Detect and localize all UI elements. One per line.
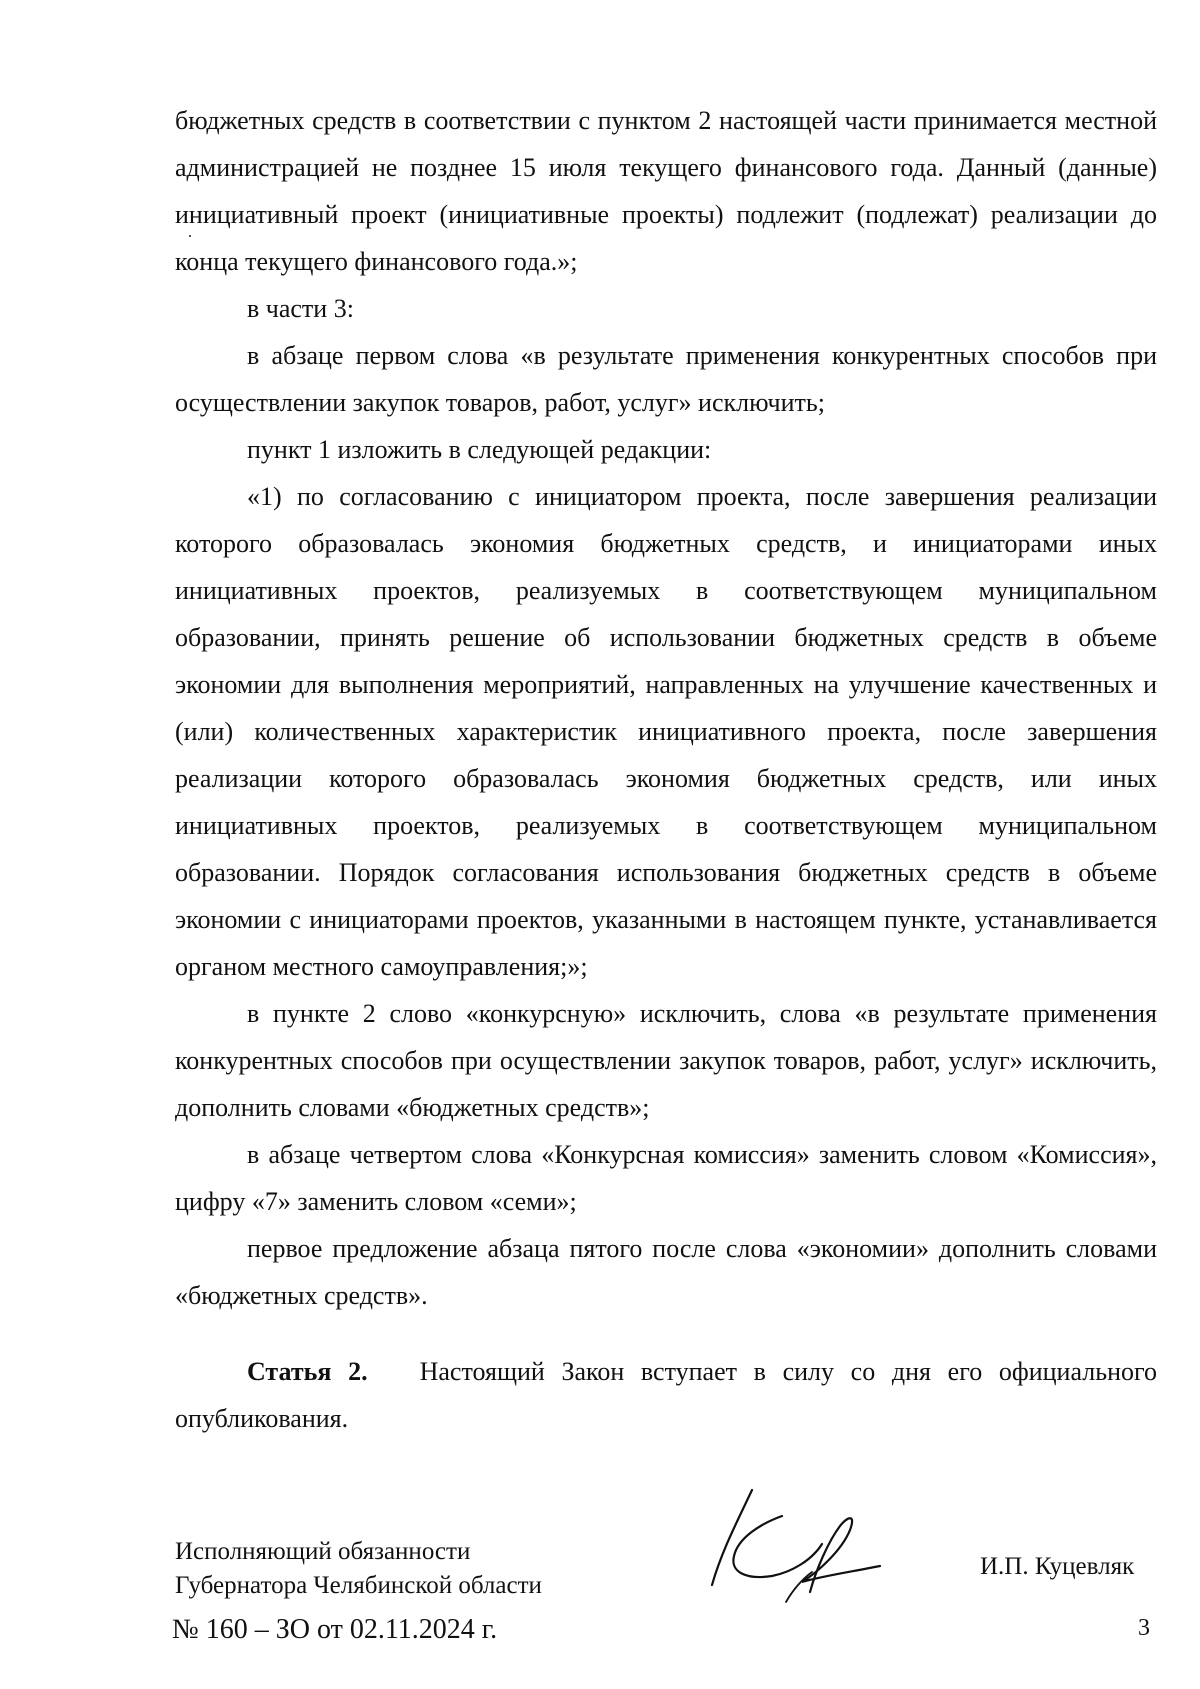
- paragraph-first-abzac: в абзаце первом слова «в результате применения конкурентных способов при осуществлении закупок товаров, работ, услуг» исключить;: [175, 341, 1157, 417]
- article-text: Настоящий Закон вступает в силу со дня его официального опубликования.: [175, 1357, 1157, 1433]
- position-line-1: Исполняющий обязанности: [175, 1538, 471, 1565]
- law-number: № 160 – ЗО от 02.11.2024 г.: [172, 1614, 498, 1645]
- article-2: [175, 1348, 1157, 1442]
- page-number: 3: [1138, 1615, 1150, 1641]
- document-body: [175, 97, 1157, 1319]
- paragraph-fourth-abzac: в абзаце четвертом слова «Конкурсная комиссия» заменить словом «Комиссия», цифру «7» заменить словом «семи»;: [175, 1140, 1157, 1216]
- paragraph-fifth-abzac: первое предложение абзаца пятого после слова «экономии» дополнить словами «бюджетных средств».: [175, 1234, 1157, 1310]
- position-line-2: Губернатора Челябинской области: [175, 1572, 542, 1599]
- signatory-position: [175, 1535, 542, 1603]
- handwritten-signature: [690, 1480, 920, 1610]
- paragraph-punkt2: в пункте 2 слово «конкурсную» исключить, слова «в результате применения конкурентных способов при осуществлении закупок товаров, работ, услуг» исключить, дополнить словами «бюджетных средств»;: [175, 999, 1157, 1122]
- scan-speck: [189, 235, 191, 237]
- paragraph-part3-intro: в части 3:: [247, 294, 354, 323]
- signatory-name: И.П. Куцевляк: [980, 1553, 1135, 1580]
- paragraph-punkt1-text: «1) по согласованию с инициатором проекта, после завершения реализации которого образовалась экономия бюджетных средств, и инициаторами иных инициативных проектов, реализуемых в соответствующем муниципальном образовании, принять решение об использовании бюджетных средств в объеме экономии для выполнения мероприятий, направленных на улучшение качественных и (или) количественных характеристик инициативного проекта, после завершения реализации которого образовалась экономия бюджетных средств, или иных инициативных проектов, реализуемых в соответствующем муниципальном образовании. Порядок согласования использования бюджетных средств в объеме экономии с инициаторами проектов, указанными в настоящем пункте, устанавливается органом местного самоуправления;»;: [175, 482, 1157, 981]
- paragraph-punkt1-intro: пункт 1 изложить в следующей редакции:: [247, 435, 712, 464]
- article-label: Статья 2.: [247, 1357, 368, 1386]
- paragraph-continuation: бюджетных средств в соответствии с пунктом 2 настоящей части принимается местной администрацией не позднее 15 июля текущего финансового года. Данный (данные) инициативный проект (инициативные проекты) подлежит (подлежат) реализации до конца текущего финансового года.»;: [175, 106, 1157, 276]
